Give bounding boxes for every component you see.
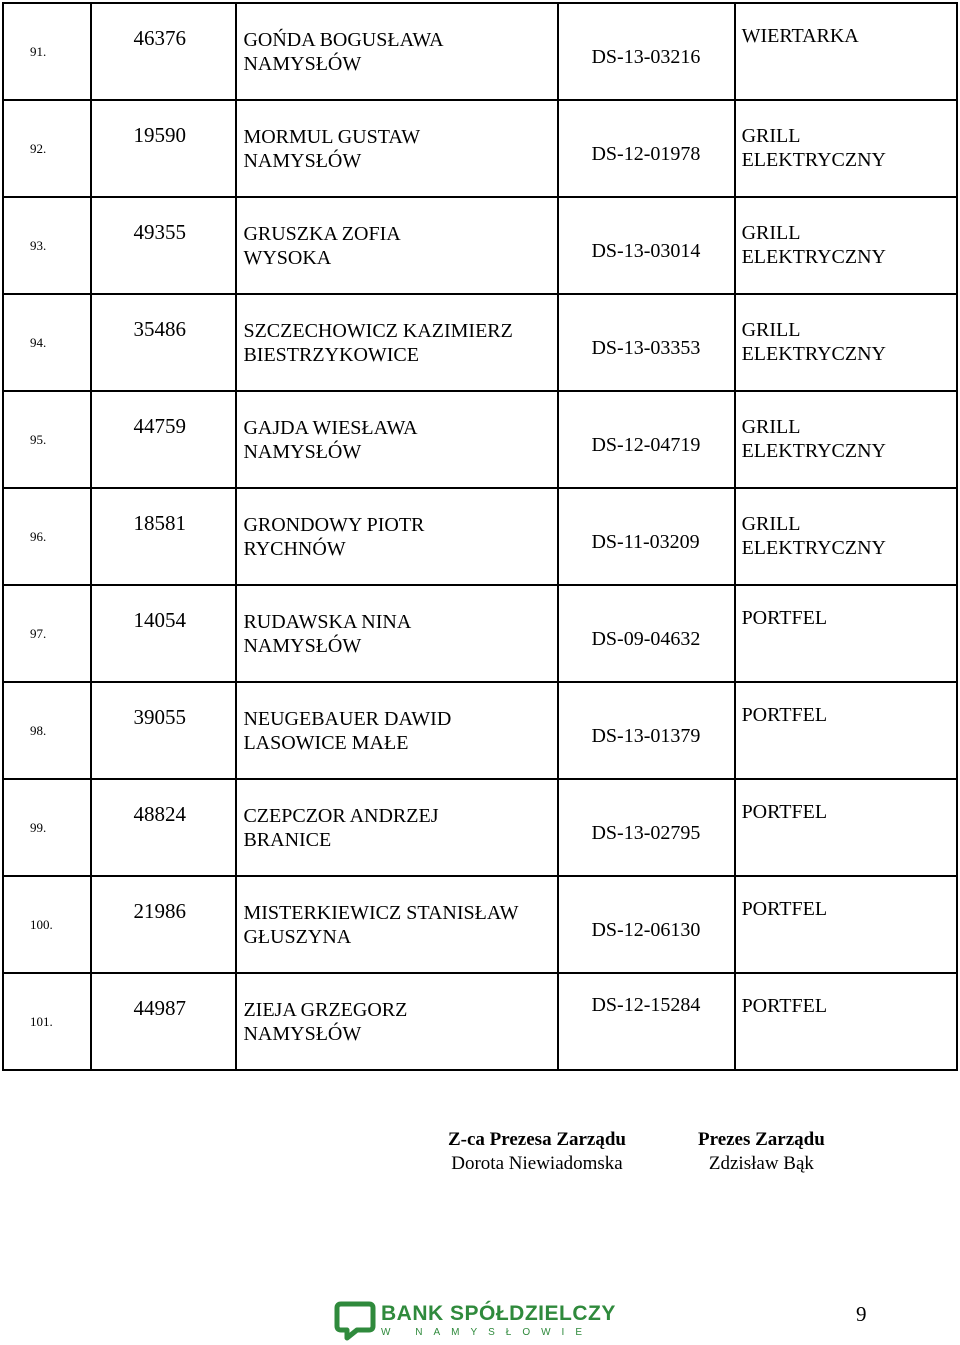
receipt-code: DS-12-06130 xyxy=(591,919,701,941)
customer-name-cell xyxy=(236,197,558,294)
customer-name: RUDAWSKA NINA xyxy=(243,611,412,633)
row-number-cell xyxy=(3,682,91,779)
table-row xyxy=(3,488,957,585)
customer-town: NAMYSŁÓW xyxy=(243,441,362,463)
customer-town: LASOWICE MAŁE xyxy=(243,732,409,754)
prize-label: ELEKTRYCZNY xyxy=(741,246,886,268)
customer-town: WYSOKA xyxy=(243,247,332,269)
receipt-code: DS-13-03014 xyxy=(591,240,701,262)
prize-label: GRILL xyxy=(741,125,801,147)
receipt-code-cell xyxy=(558,3,734,100)
signature-vice-president xyxy=(448,1128,626,1176)
customer-id-cell xyxy=(91,876,237,973)
row-number-cell xyxy=(3,876,91,973)
row-number: 99. xyxy=(30,820,47,835)
prize-label: PORTFEL xyxy=(741,898,828,920)
customer-town: RYCHNÓW xyxy=(243,538,346,560)
customer-name: MORMUL GUSTAW xyxy=(243,126,421,148)
prize-cell xyxy=(735,100,957,197)
customer-name: GOŃDA BOGUSŁAWA xyxy=(243,29,444,51)
row-number-cell xyxy=(3,100,91,197)
prize-label: PORTFEL xyxy=(741,801,828,823)
customer-id-cell xyxy=(91,779,237,876)
customer-id: 35486 xyxy=(133,317,187,341)
customer-id: 44987 xyxy=(133,996,187,1020)
receipt-code-cell xyxy=(558,391,734,488)
customer-name: ZIEJA GRZEGORZ xyxy=(243,999,408,1021)
customer-name-block xyxy=(243,707,451,755)
signature-person: Zdzisław Bąk xyxy=(708,1153,814,1174)
page-number: 9 xyxy=(856,1302,867,1326)
prize-label: ELEKTRYCZNY xyxy=(741,440,886,462)
customer-id-cell xyxy=(91,391,237,488)
bank-logo-subtitle: W NAMYSŁOWIE xyxy=(381,1327,594,1338)
customer-id-cell xyxy=(91,294,237,391)
prize-block xyxy=(742,606,827,630)
table-row xyxy=(3,197,957,294)
receipt-code: DS-13-01379 xyxy=(591,725,701,747)
customer-name-cell xyxy=(236,876,558,973)
table-row xyxy=(3,391,957,488)
signature-president xyxy=(698,1128,825,1176)
customer-name-block xyxy=(243,610,411,658)
row-number: 98. xyxy=(30,723,47,738)
customer-id-cell xyxy=(91,197,237,294)
prize-cell xyxy=(735,197,957,294)
receipt-code: DS-13-02795 xyxy=(591,822,701,844)
customer-name-cell xyxy=(236,585,558,682)
table-row xyxy=(3,682,957,779)
prize-label: GRILL xyxy=(741,416,801,438)
prize-cell xyxy=(735,876,957,973)
receipt-code: DS-13-03216 xyxy=(591,46,701,68)
prize-block xyxy=(742,897,827,921)
receipt-code-cell xyxy=(558,294,734,391)
customer-town: NAMYSŁÓW xyxy=(243,635,362,657)
row-number-cell xyxy=(3,488,91,585)
table-row xyxy=(3,100,957,197)
receipt-code-cell xyxy=(558,973,734,1070)
row-number-cell xyxy=(3,973,91,1070)
row-number-cell xyxy=(3,3,91,100)
customer-id: 18581 xyxy=(133,511,187,535)
customer-name: GRUSZKA ZOFIA xyxy=(243,223,401,245)
signature-role: Prezes Zarządu xyxy=(698,1129,825,1150)
row-number-cell xyxy=(3,294,91,391)
receipt-code-cell xyxy=(558,488,734,585)
customer-town: NAMYSŁÓW xyxy=(243,53,362,75)
prize-label: PORTFEL xyxy=(741,704,828,726)
row-number: 97. xyxy=(30,626,47,641)
prize-label: WIERTARKA xyxy=(741,25,859,47)
customer-id: 14054 xyxy=(133,608,187,632)
customer-town: NAMYSŁÓW xyxy=(243,150,362,172)
table-row xyxy=(3,294,957,391)
prize-label: PORTFEL xyxy=(741,607,828,629)
prize-cell xyxy=(735,488,957,585)
customer-name-cell xyxy=(236,3,558,100)
customer-name-cell xyxy=(236,682,558,779)
receipt-code: DS-12-15284 xyxy=(591,994,701,1016)
prize-block xyxy=(742,24,859,48)
customer-name-block xyxy=(243,222,400,270)
customer-town: NAMYSŁÓW xyxy=(243,1023,362,1045)
row-number: 95. xyxy=(30,432,47,447)
row-number: 94. xyxy=(30,335,47,350)
receipt-code: DS-13-03353 xyxy=(591,337,701,359)
row-number-cell xyxy=(3,779,91,876)
table-row xyxy=(3,876,957,973)
receipt-code-cell xyxy=(558,585,734,682)
prize-block xyxy=(742,703,827,727)
table-row xyxy=(3,779,957,876)
prize-label: PORTFEL xyxy=(741,995,828,1017)
customer-name-cell xyxy=(236,100,558,197)
prize-block xyxy=(742,124,886,172)
signature-person: Dorota Niewiadomska xyxy=(451,1153,623,1174)
customer-id: 19590 xyxy=(133,123,187,147)
row-number: 96. xyxy=(30,529,47,544)
customer-name-block xyxy=(243,998,407,1046)
prize-block xyxy=(742,800,827,824)
receipt-code-cell xyxy=(558,197,734,294)
receipt-code-cell xyxy=(558,779,734,876)
prize-cell xyxy=(735,391,957,488)
prize-block xyxy=(742,512,886,560)
prize-label: ELEKTRYCZNY xyxy=(741,343,886,365)
prize-label: GRILL xyxy=(741,513,801,535)
customer-name-block xyxy=(243,416,417,464)
customer-name-block xyxy=(243,125,420,173)
customer-name-cell xyxy=(236,973,558,1070)
customer-name: NEUGEBAUER DAWID xyxy=(243,708,452,730)
prize-cell xyxy=(735,585,957,682)
prize-block xyxy=(742,415,886,463)
customer-id-cell xyxy=(91,488,237,585)
customer-name-cell xyxy=(236,779,558,876)
prize-label: ELEKTRYCZNY xyxy=(741,149,886,171)
customer-id: 44759 xyxy=(133,414,187,438)
table-row xyxy=(3,585,957,682)
signature-role: Z-ca Prezesa Zarządu xyxy=(448,1129,626,1150)
customer-name: SZCZECHOWICZ KAZIMIERZ xyxy=(243,320,513,342)
customer-id: 48824 xyxy=(133,802,187,826)
receipt-code-cell xyxy=(558,100,734,197)
customer-name-block xyxy=(243,901,518,949)
prize-cell xyxy=(735,3,957,100)
table-row xyxy=(3,3,957,100)
receipt-code: DS-11-03209 xyxy=(591,531,700,553)
table-row xyxy=(3,973,957,1070)
table-body xyxy=(3,3,957,1070)
receipt-code-cell xyxy=(558,682,734,779)
prize-winners-table xyxy=(2,2,958,1071)
row-number: 100. xyxy=(30,917,53,932)
customer-name-cell xyxy=(236,294,558,391)
bank-logo xyxy=(333,1300,616,1344)
row-number: 101. xyxy=(30,1014,53,1029)
row-number-cell xyxy=(3,391,91,488)
prize-cell xyxy=(735,682,957,779)
prize-label: GRILL xyxy=(741,222,801,244)
customer-name: GAJDA WIESŁAWA xyxy=(243,417,418,439)
customer-name: CZEPCZOR ANDRZEJ xyxy=(243,805,439,827)
receipt-code: DS-09-04632 xyxy=(591,628,701,650)
receipt-code-cell xyxy=(558,876,734,973)
customer-id-cell xyxy=(91,973,237,1070)
row-number: 93. xyxy=(30,238,47,253)
customer-town: BIESTRZYKOWICE xyxy=(243,344,419,366)
customer-id-cell xyxy=(91,682,237,779)
customer-town: GŁUSZYNA xyxy=(243,926,352,948)
customer-id: 46376 xyxy=(133,26,187,50)
customer-town: BRANICE xyxy=(243,829,332,851)
receipt-code: DS-12-04719 xyxy=(591,434,701,456)
customer-name-block xyxy=(243,319,512,367)
prize-label: ELEKTRYCZNY xyxy=(741,537,886,559)
bank-logo-icon xyxy=(333,1300,377,1342)
row-number-cell xyxy=(3,585,91,682)
customer-id: 49355 xyxy=(133,220,187,244)
prize-block xyxy=(742,221,886,269)
bank-logo-name: BANK SPÓŁDZIELCZY xyxy=(381,1302,616,1325)
prize-cell xyxy=(735,779,957,876)
row-number: 91. xyxy=(30,44,47,59)
customer-name-block xyxy=(243,513,424,561)
prize-block xyxy=(742,318,886,366)
customer-name-cell xyxy=(236,488,558,585)
customer-name: GRONDOWY PIOTR xyxy=(243,514,425,536)
customer-name: MISTERKIEWICZ STANISŁAW xyxy=(243,902,519,924)
customer-id-cell xyxy=(91,3,237,100)
customer-name-block xyxy=(243,804,438,852)
customer-id: 21986 xyxy=(133,899,187,923)
customer-name-block xyxy=(243,28,443,76)
customer-id: 39055 xyxy=(133,705,187,729)
prize-block xyxy=(742,994,827,1018)
row-number-cell xyxy=(3,197,91,294)
receipt-code: DS-12-01978 xyxy=(591,143,701,165)
customer-id-cell xyxy=(91,585,237,682)
customer-name-cell xyxy=(236,391,558,488)
customer-id-cell xyxy=(91,100,237,197)
row-number: 92. xyxy=(30,141,47,156)
prize-cell xyxy=(735,294,957,391)
prize-cell xyxy=(735,973,957,1070)
prize-label: GRILL xyxy=(741,319,801,341)
